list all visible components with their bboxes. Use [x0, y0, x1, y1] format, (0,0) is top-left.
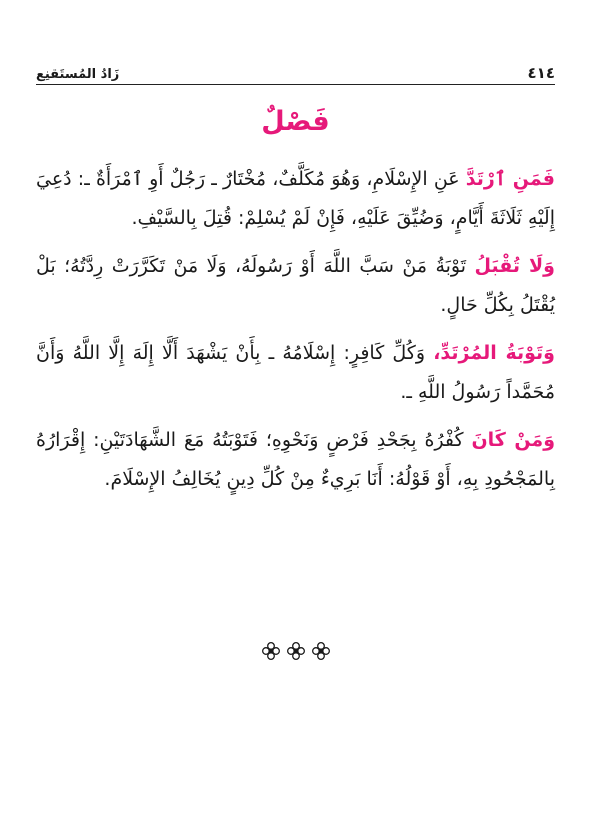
- paragraph-3: [36, 334, 555, 412]
- section-end-ornaments: [0, 640, 591, 662]
- paragraph-4: [36, 421, 555, 499]
- paragraph-2: [36, 247, 555, 325]
- paragraph-body: كُفْرُهُ بِجَحْدِ فَرْضٍ وَنَحْوِهِ؛ فَتَوْبَتُهُ مَعَ الشَّهَادَتَيْنِ: إِقْرَارُهُ بِالمَجْحُودِ بِهِ، أَوْ قَوْلُهُ: أَنَا بَرِيءٌ مِنْ كُلِّ دِينٍ يُخَالِفُ الإِسْلَامَ.: [36, 429, 555, 490]
- paragraph-body: تَوْبَةُ مَنْ سَبَّ اللَّهَ أَوْ رَسُولَهُ، وَلَا مَنْ تَكَرَّرَتْ رِدَّتُهُ؛ بَلْ يُقْتَلُ بِكُلِّ حَالٍ.: [36, 255, 555, 316]
- paragraph-lead: وَتَوْبَةُ المُرْتَدِّ،: [433, 342, 555, 364]
- flower-ornament-icon: [285, 640, 307, 662]
- paragraph-lead: وَلَا تُقْبَلُ: [474, 255, 555, 277]
- page-header: [36, 56, 555, 82]
- paragraph-lead: فَمَنِ ٱرْتَدَّ: [465, 168, 555, 190]
- paragraph-lead: وَمَنْ كَانَ: [471, 429, 555, 451]
- paragraph-body: وَكُلِّ كَافِرٍ: إِسْلَامُهُ ـ بِأَنْ يَشْهَدَ أَلَّا إِلَهَ إِلَّا اللَّهُ وَأَنَّ مُحَمَّداً رَسُولُ اللَّهِ ـ.: [36, 342, 555, 403]
- page-number: ٤١٤: [527, 64, 555, 82]
- flower-ornament-icon: [310, 640, 332, 662]
- running-title: زَادُ المُستَقنِع: [36, 67, 120, 82]
- section-title: فَصْلٌ: [261, 106, 330, 137]
- flower-ornament-icon: [260, 640, 282, 662]
- paragraph-body: عَنِ الإِسْلَامِ، وَهُوَ مُكَلَّفٌ، مُخْتَارٌ ـ رَجُلٌ أَوِ ٱمْرَأَةٌ ـ: دُعِيَ إِلَيْهِ ثَلَاثَةَ أَيَّامٍ، وَضُيِّقَ عَلَيْهِ، فَإِنْ لَمْ يُسْلِمْ: قُتِلَ بِالسَّيْفِ.: [36, 168, 555, 229]
- paragraph-1: [36, 160, 555, 238]
- body-text: [36, 160, 555, 508]
- header-divider: [36, 84, 555, 85]
